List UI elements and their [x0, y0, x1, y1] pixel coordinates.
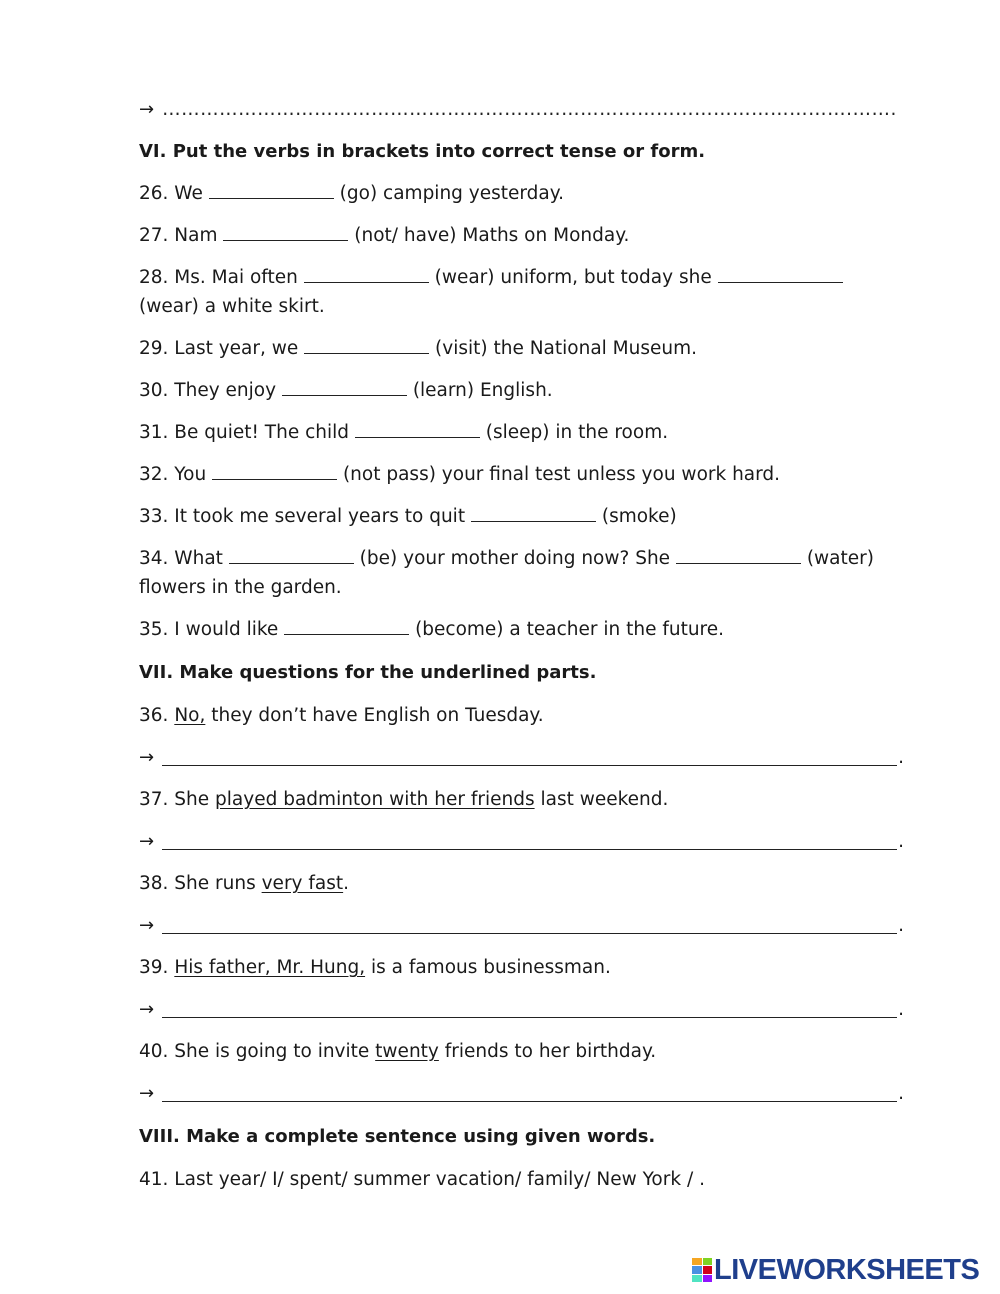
arrow-icon: → [139, 747, 155, 768]
answer-row-36: → . [139, 743, 904, 772]
question-37: 37. She played badminton with her friends last weekend. [139, 789, 669, 810]
answer-blank[interactable] [282, 379, 407, 396]
arrow-icon: → [139, 831, 155, 852]
question-36: 36. No, they don’t have English on Tuesday. [139, 705, 544, 726]
answer-blank[interactable] [304, 337, 429, 354]
question-30: 30. They enjoy (learn) English. [139, 380, 553, 401]
answer-input-line[interactable] [162, 831, 897, 850]
section-6-heading: VI. Put the verbs in brackets into correct tense or form. [139, 141, 706, 162]
underlined-part: very fast [261, 873, 344, 894]
answer-blank[interactable] [229, 547, 354, 564]
answer-blank[interactable] [304, 266, 429, 283]
dotted-answer: ……………………………………………………………………………………………….……. [162, 99, 897, 120]
question-28: 28. Ms. Mai often (wear) uniform, but today she (wear) a white skirt. [139, 263, 904, 321]
question-31: 31. Be quiet! The child (sleep) in the room. [139, 422, 669, 443]
underlined-part: His father, Mr. Hung, [174, 957, 366, 978]
question-41: 41. Last year/ I/ spent/ summer vacation/ family/ New York / . [139, 1169, 705, 1190]
answer-row-39: → . [139, 995, 904, 1024]
answer-blank[interactable] [355, 421, 480, 438]
answer-blank[interactable] [209, 182, 334, 199]
underlined-part: played badminton with her friends [215, 789, 535, 810]
underlined-part: twenty [375, 1041, 439, 1062]
answer-input-line[interactable] [162, 915, 897, 934]
answer-blank[interactable] [284, 618, 409, 635]
answer-blank[interactable] [223, 224, 348, 241]
answer-blank[interactable] [676, 547, 801, 564]
question-38: 38. She runs very fast. [139, 873, 350, 894]
question-35: 35. I would like (become) a teacher in the future. [139, 619, 725, 640]
question-29: 29. Last year, we (visit) the National Museum. [139, 338, 698, 359]
question-40: 40. She is going to invite twenty friends to her birthday. [139, 1041, 657, 1062]
question-26: 26. We (go) camping yesterday. [139, 183, 564, 204]
answer-blank[interactable] [212, 463, 337, 480]
logo-text: LIVEWORKSHEETS [714, 1253, 980, 1286]
answer-input-line[interactable] [162, 1083, 897, 1102]
answer-row-38: → . [139, 911, 904, 940]
logo-icon [692, 1258, 712, 1282]
liveworksheets-logo [692, 1253, 980, 1286]
underlined-part: No, [174, 705, 206, 726]
answer-row-37: → . [139, 827, 904, 856]
answer-blank[interactable] [471, 505, 596, 522]
arrow-icon: → [139, 915, 155, 936]
arrow-icon: → [139, 999, 155, 1020]
arrow-icon: → [139, 99, 155, 120]
question-34: 34. What (be) your mother doing now? She (water) flowers in the garden. [139, 548, 874, 598]
answer-blank[interactable] [718, 266, 843, 283]
section-8-heading: VIII. Make a complete sentence using given words. [139, 1126, 656, 1147]
question-33: 33. It took me several years to quit (smoke) [139, 506, 677, 527]
question-39: 39. His father, Mr. Hung, is a famous businessman. [139, 957, 611, 978]
answer-row-40: → . [139, 1079, 904, 1108]
arrow-icon: → [139, 1083, 155, 1104]
question-27: 27. Nam (not/ have) Maths on Monday. [139, 225, 630, 246]
answer-input-line[interactable] [162, 999, 897, 1018]
answer-input-line[interactable] [162, 747, 897, 766]
question-32: 32. You (not pass) your final test unless you work hard. [139, 464, 781, 485]
top-answer-line [139, 95, 897, 124]
section-7-heading: VII. Make questions for the underlined parts. [139, 662, 597, 683]
